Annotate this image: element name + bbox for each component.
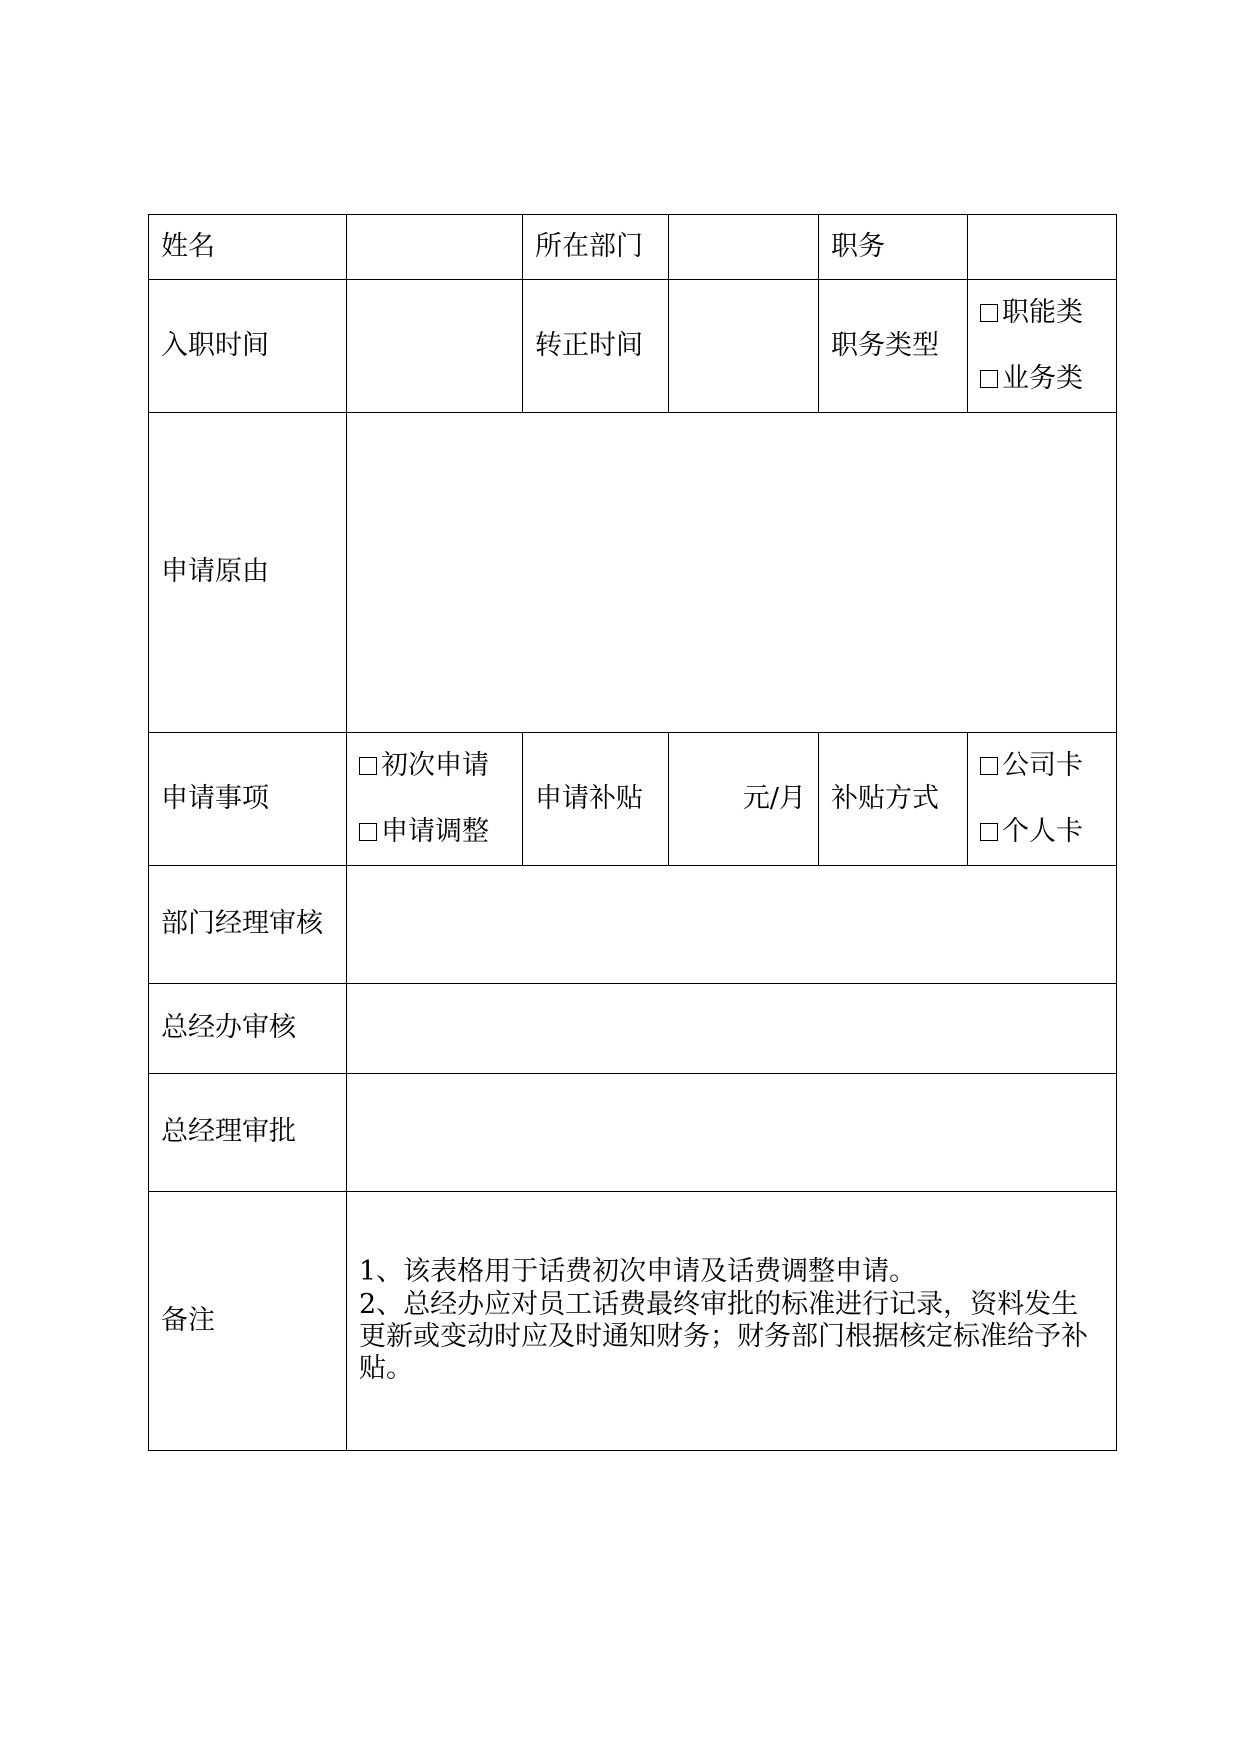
name-label: 姓名 (149, 215, 347, 280)
functional-option-label: 职能类 (1002, 297, 1083, 328)
subsidy-amount-field[interactable] (669, 733, 819, 866)
subsidy-unit: 元/月 (742, 782, 806, 814)
personal-card-label: 个人卡 (1002, 816, 1083, 847)
application-item-label: 申请事项 (149, 733, 347, 866)
department-label: 所在部门 (523, 215, 669, 280)
row-basic-info (149, 215, 1117, 280)
hire-date-label: 入职时间 (149, 280, 347, 413)
dept-manager-review-label: 部门经理审核 (149, 866, 347, 984)
name-field[interactable] (347, 215, 523, 280)
position-label: 职务 (819, 215, 968, 280)
hire-date-field[interactable] (347, 280, 523, 413)
position-type-options (968, 280, 1117, 413)
company-card-label: 公司卡 (1002, 750, 1083, 781)
subsidy-method-label: 补贴方式 (819, 733, 968, 866)
checkbox-icon (359, 823, 377, 841)
row-dates (149, 280, 1117, 413)
department-field[interactable] (669, 215, 819, 280)
row-remarks (149, 1192, 1117, 1451)
adjustment-application-checkbox[interactable] (359, 799, 510, 865)
subsidy-label: 申请补贴 (523, 733, 669, 866)
reason-field[interactable] (347, 413, 1117, 733)
position-type-label: 职务类型 (819, 280, 968, 413)
row-dept-manager-review (149, 866, 1117, 984)
dept-manager-review-field[interactable] (347, 866, 1117, 984)
initial-application-label: 初次申请 (381, 750, 489, 781)
company-card-checkbox[interactable] (980, 733, 1104, 799)
row-gm-office-review (149, 984, 1117, 1074)
gm-office-review-label: 总经办审核 (149, 984, 347, 1074)
checkbox-icon (980, 823, 998, 841)
gm-approval-label: 总经理审批 (149, 1074, 347, 1192)
gm-approval-field[interactable] (347, 1074, 1117, 1192)
business-checkbox[interactable] (980, 346, 1104, 412)
position-field[interactable] (968, 215, 1117, 280)
remarks-content (347, 1192, 1117, 1451)
row-reason (149, 413, 1117, 733)
personal-card-checkbox[interactable] (980, 799, 1104, 865)
row-gm-approval (149, 1074, 1117, 1192)
remarks-label: 备注 (149, 1192, 347, 1451)
checkbox-icon (359, 757, 377, 775)
checkbox-icon (980, 370, 998, 388)
row-application (149, 733, 1117, 866)
remark-item-2: 2、总经办应对员工话费最终审批的标准进行记录，资料发生更新或变动时应及时通知财务；财务部门根据核定标准给予补贴。 (359, 1288, 1088, 1385)
remark-item-1: 1、该表格用于话费初次申请及话费调整申请。 (359, 1256, 917, 1288)
regular-date-label: 转正时间 (523, 280, 669, 413)
phone-subsidy-form (148, 214, 1117, 1451)
adjustment-application-label: 申请调整 (381, 816, 489, 847)
gm-office-review-field[interactable] (347, 984, 1117, 1074)
business-option-label: 业务类 (1002, 363, 1083, 394)
subsidy-method-options (968, 733, 1117, 866)
regular-date-field[interactable] (669, 280, 819, 413)
checkbox-icon (980, 304, 998, 322)
checkbox-icon (980, 757, 998, 775)
reason-label: 申请原由 (149, 413, 347, 733)
application-item-options (347, 733, 523, 866)
initial-application-checkbox[interactable] (359, 733, 510, 799)
functional-checkbox[interactable] (980, 280, 1104, 346)
